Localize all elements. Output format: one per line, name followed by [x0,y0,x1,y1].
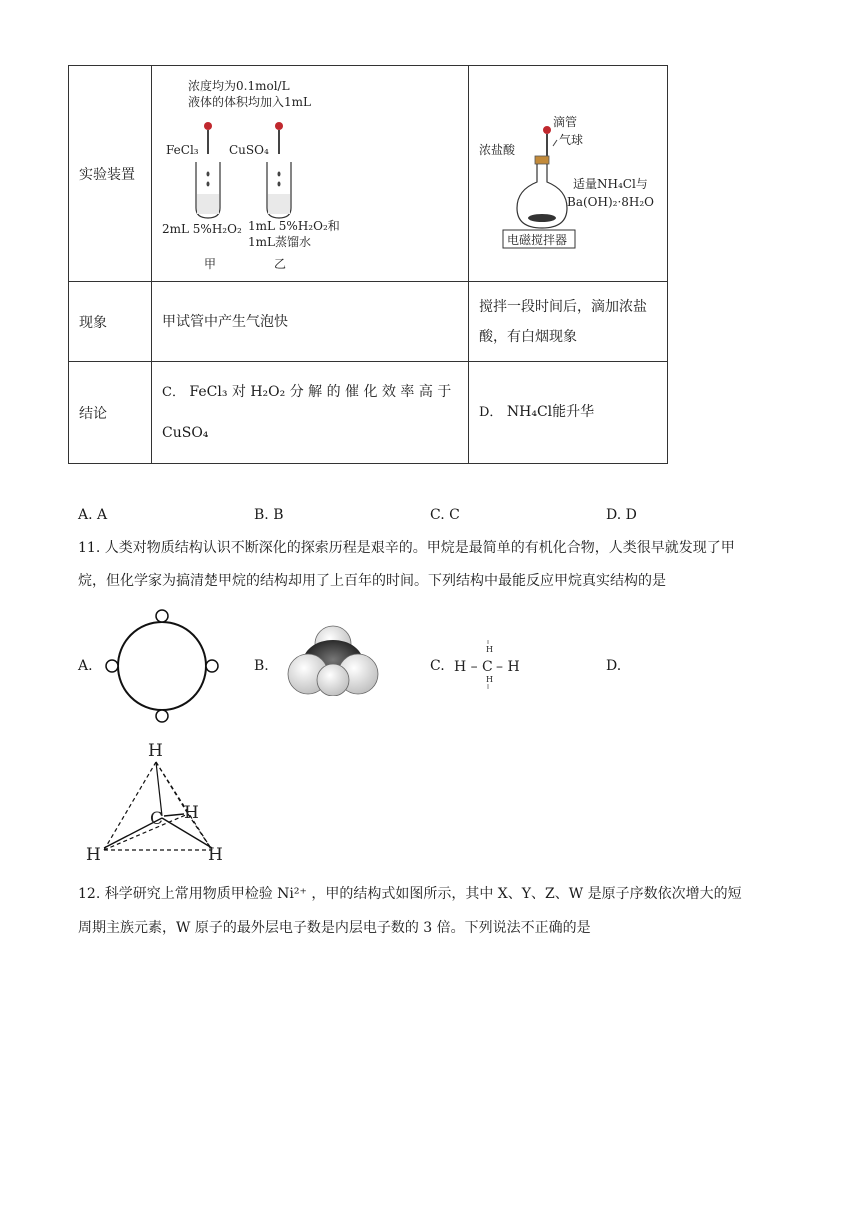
q11-option-b-label: B. [254,658,269,674]
svg-text:H: H [148,741,163,761]
conclusion-c-line1: FeCl₃ 对 H₂O₂ 分 解 的 催 化 效 率 高 于 [189,384,452,400]
experiment-table [68,65,668,464]
svg-text:C: C [150,809,164,829]
right-tube-label-1: 1mL 5%H₂O₂和 [248,219,340,233]
conclusion-d-letter: D． [479,405,503,420]
tube-name-yi: 乙 [274,257,287,271]
left-dropper-bulb [204,122,212,130]
q11-option-d-label: D. [606,658,622,674]
acid-label: 浓盐酸 [479,143,516,157]
right-dropper-bulb [275,122,283,130]
right-liquid [268,194,290,214]
q11-option-c-label: C. [430,658,445,674]
device-c-cell [152,66,469,282]
row-label-conclusion: 结论 [69,362,152,464]
q11-option-d-tetrahedron [84,736,244,866]
balloon-label: 气球 [559,133,584,147]
conclusion-d [469,362,668,464]
question-11-line2: 烷，但化学家为搞清楚甲烷的结构却用了上百年的时间。下列结构中最能反应甲烷真实结构的是 [78,573,666,589]
left-liquid [197,194,219,214]
svg-text:– H: – H [496,659,520,675]
conclusion-c-letter: C． [162,385,185,400]
svg-text:C: C [482,659,493,675]
conclusion-c-line2: CuSO₄ [162,425,209,441]
q11-option-a-label: A. [78,658,93,674]
dropper-bulb [543,126,551,134]
phenomenon-c: 甲试管中产生气泡快 [152,282,469,362]
left-tube-label: 2mL 5%H₂O₂ [162,222,242,236]
answer-option-c: C. C [430,507,460,523]
answer-option-b: B. B [254,507,284,523]
phenomenon-d [469,282,668,362]
question-11-line1: 11. 人类对物质结构认识不断深化的探索历程是艰辛的。甲烷是最简单的有机化合物，人类很早就发现了甲 [78,540,735,556]
solid-reagent [528,214,556,222]
svg-text:H: H [86,845,101,865]
stirrer-label: 电磁搅拌器 [507,233,568,247]
question-12-line1: 12. 科学研究上常用物质甲检验 Ni²⁺ ，甲的结构式如图所示，其中 X、Y、Z、W 是原子序数依次增大的短 [78,886,742,902]
svg-text:H: H [208,845,223,865]
right-tube-label-2: 1mL蒸馏水 [248,235,311,249]
answer-option-d: D. D [606,507,637,523]
test-tube-diagram [152,66,468,281]
volume-note: 液体的体积均加入1mL [188,95,311,109]
conclusion-c [152,362,469,464]
question-12-line2: 周期主族元素，W 原子的最外层电子数是内层电子数的 3 倍。下列说法不正确的是 [78,920,591,936]
row-label-device: 实验装置 [69,66,152,282]
right-reagent-label: CuSO₄ [229,143,269,157]
stopper [535,156,549,164]
tube-name-jia: 甲 [204,257,217,271]
svg-text:H: H [486,645,493,654]
phenomenon-d-line2: 酸，有白烟现象 [479,328,577,345]
answer-option-a: A. A [78,507,108,523]
q11-option-c-formula [452,640,532,690]
svg-text:H –: H – [454,659,478,675]
svg-text:H: H [486,675,493,684]
reagent-label-1: 适量NH₄Cl与 [573,177,648,191]
dropper-label: 滴管 [553,115,578,129]
flask-diagram [469,66,667,281]
conclusion-d-text: NH₄Cl能升华 [506,404,595,420]
q11-option-b-spacefill-model [280,622,386,696]
row-label-phenomenon: 现象 [69,282,152,362]
left-reagent-label: FeCl₃ [166,143,199,157]
phenomenon-d-line1: 搅拌一段时间后，滴加浓盐 [479,298,647,315]
concentration-note: 浓度均为0.1mol/L [188,79,290,93]
device-d-cell [469,66,668,282]
reagent-label-2: Ba(OH)₂·8H₂O [567,195,655,209]
q11-option-a-diagram [104,606,220,724]
svg-text:H: H [184,803,199,823]
